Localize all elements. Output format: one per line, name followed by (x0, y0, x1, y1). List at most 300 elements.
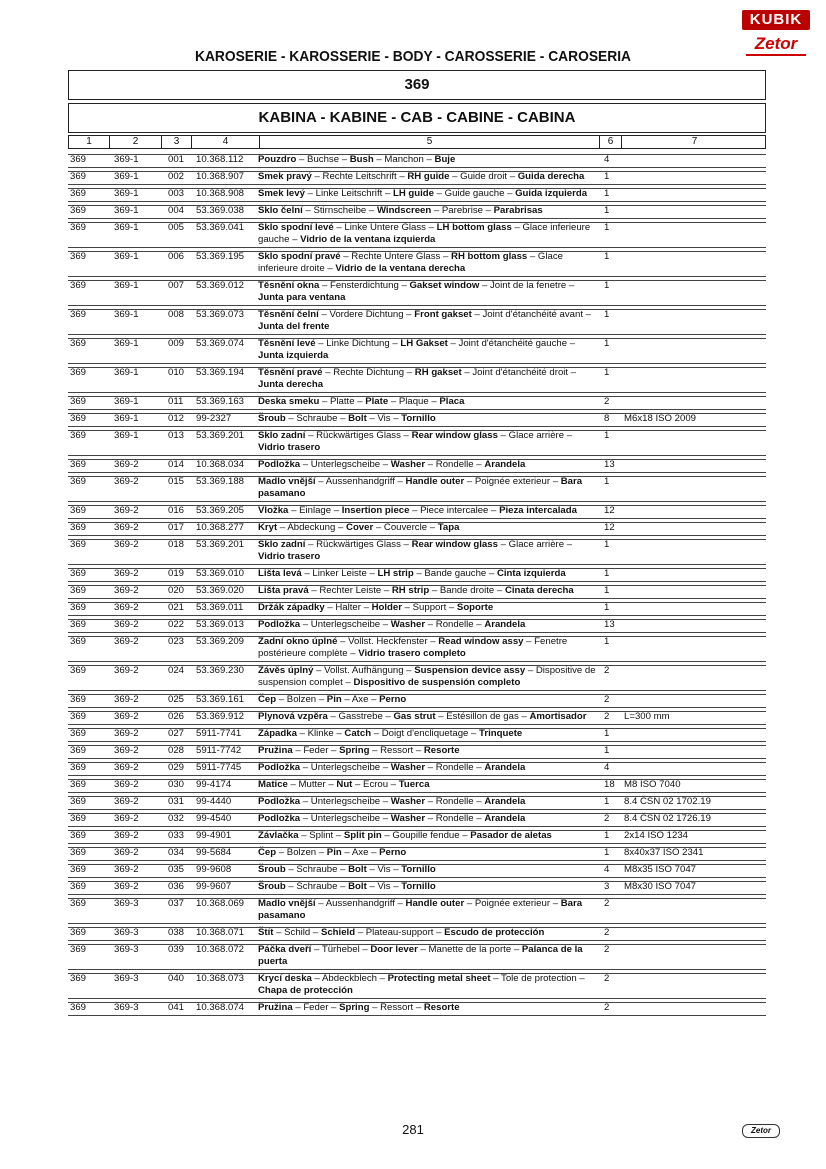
cell-c3: 012 (168, 413, 185, 424)
cell-description: Plynová vzpěra – Gasstrebe – Gas strut – Estésillon de gas – Amortisador (258, 711, 587, 722)
column-header-5: 5 (259, 136, 599, 148)
cell-c1: 369 (70, 813, 87, 824)
cell-c4: 53.369.074 (196, 338, 245, 349)
zetor-footer-logo: Zetor (742, 1124, 780, 1138)
cell-description: Čep – Bolzen – Pin – Axe – Perno (258, 847, 407, 858)
table-row (68, 505, 766, 522)
cell-c1: 369 (70, 585, 87, 596)
cell-q: 1 (604, 745, 610, 756)
cell-c3: 001 (168, 154, 185, 165)
table-row (68, 728, 766, 745)
column-header-2: 2 (109, 136, 161, 148)
cell-c2: 369-3 (114, 898, 139, 909)
cell-c4: 53.369.188 (196, 476, 245, 487)
table-row (68, 522, 766, 539)
cell-c1: 369 (70, 505, 87, 516)
cell-c4: 99-9608 (196, 864, 232, 875)
cell-c2: 369-2 (114, 847, 139, 858)
cell-q: 1 (604, 205, 610, 216)
cell-c4: 53.369.013 (196, 619, 245, 630)
cell-c1: 369 (70, 476, 87, 487)
cell-description: Závlačka – Splint – Split pin – Goupille fendue – Pasador de aletas (258, 830, 552, 841)
cell-c3: 033 (168, 830, 185, 841)
cell-c2: 369-2 (114, 476, 139, 487)
cell-description: Madlo vnější – Aussenhandgriff – Handle outer – Poignée exterieur – Bara pasamano (258, 898, 583, 921)
cell-c1: 369 (70, 413, 87, 424)
cell-q: 1 (604, 222, 610, 233)
cell-description: Držák západky – Halter – Holder – Support – Soporte (258, 602, 494, 613)
table-row (68, 636, 766, 665)
cell-c3: 003 (168, 188, 185, 199)
cell-q: 1 (604, 585, 610, 596)
cell-c1: 369 (70, 898, 87, 909)
cell-description: Madlo vnější – Aussenhandgriff – Handle outer – Poignée exterieur – Bara pasamano (258, 476, 583, 499)
cell-c3: 009 (168, 338, 185, 349)
cell-c1: 369 (70, 665, 87, 676)
cell-c3: 018 (168, 539, 185, 550)
table-row (68, 602, 766, 619)
cell-c3: 040 (168, 973, 185, 984)
cell-q: 1 (604, 430, 610, 441)
table-row (68, 280, 766, 309)
cell-c1: 369 (70, 881, 87, 892)
cell-c3: 015 (168, 476, 185, 487)
cell-c1: 369 (70, 694, 87, 705)
column-header-7: 7 (621, 136, 767, 148)
zetor-logo-text: Zetor (742, 34, 810, 56)
cell-q: 1 (604, 830, 610, 841)
cell-description: Lišta levá – Linker Leiste – LH strip – Bande gauche – Cinta izquierda (258, 568, 566, 579)
section-title: KAROSERIE - KAROSSERIE - BODY - CAROSSERIE - CAROSERIA (194, 48, 632, 65)
cell-description: Pouzdro – Buchse – Bush – Manchon – Buje (258, 154, 456, 165)
cell-c4: 53.369.163 (196, 396, 245, 407)
cell-c2: 369-2 (114, 568, 139, 579)
table-row (68, 762, 766, 779)
table-row (68, 898, 766, 927)
cell-description: Těsnění čelní – Vordere Dichtung – Front gakset – Joint d'étanchéité avant – Junta del frente (258, 309, 592, 332)
column-header-3: 3 (161, 136, 191, 148)
cell-c4: 10.368.277 (196, 522, 245, 533)
table-row (68, 309, 766, 338)
cell-q: 1 (604, 636, 610, 647)
cell-c1: 369 (70, 602, 87, 613)
cell-c3: 025 (168, 694, 185, 705)
table-row (68, 881, 766, 898)
table-row (68, 413, 766, 430)
cell-c1: 369 (70, 796, 87, 807)
cell-c3: 014 (168, 459, 185, 470)
cell-c3: 005 (168, 222, 185, 233)
cell-c4: 53.369.194 (196, 367, 245, 378)
cell-c1: 369 (70, 154, 87, 165)
cell-c1: 369 (70, 309, 87, 320)
cell-description: Krycí deska – Abdeckblech – Protecting metal sheet – Tole de protection – Chapa de protección (258, 973, 585, 996)
cell-description: Západka – Klinke – Catch – Doigt d'encliquetage – Trinquete (258, 728, 523, 739)
cell-c4: 99-4440 (196, 796, 232, 807)
cell-q: 2 (604, 665, 610, 676)
cell-description: Podložka – Unterlegscheibe – Washer – Rondelle – Arandela (258, 619, 526, 630)
table-row (68, 1002, 766, 1019)
cell-n: M8x30 ISO 7047 (624, 881, 696, 892)
cell-c1: 369 (70, 927, 87, 938)
cell-c1: 369 (70, 762, 87, 773)
cell-c3: 004 (168, 205, 185, 216)
cell-c4: 5911-7745 (196, 762, 242, 773)
cell-c4: 5911-7741 (196, 728, 242, 739)
cell-c2: 369-2 (114, 585, 139, 596)
cell-n: 8.4 ČSN 02 1702.19 (624, 796, 711, 807)
cell-q: 1 (604, 796, 610, 807)
cell-c3: 030 (168, 779, 185, 790)
cell-c3: 022 (168, 619, 185, 630)
cell-c1: 369 (70, 459, 87, 470)
cell-q: 13 (604, 459, 615, 470)
table-row (68, 813, 766, 830)
cell-q: 13 (604, 619, 615, 630)
cell-c4: 99-4174 (196, 779, 232, 790)
table-row (68, 188, 766, 205)
table-row (68, 338, 766, 367)
cell-c4: 53.369.020 (196, 585, 245, 596)
cell-c1: 369 (70, 367, 87, 378)
cell-c3: 019 (168, 568, 185, 579)
table-row (68, 585, 766, 602)
cell-q: 1 (604, 568, 610, 579)
cell-c1: 369 (70, 847, 87, 858)
cell-c2: 369-1 (114, 396, 139, 407)
cell-q: 3 (604, 881, 610, 892)
cell-c2: 369-2 (114, 864, 139, 875)
cell-c3: 006 (168, 251, 185, 262)
cell-c4: 53.369.201 (196, 430, 245, 441)
cell-c3: 041 (168, 1002, 185, 1013)
cell-q: 1 (604, 251, 610, 262)
cell-c3: 010 (168, 367, 185, 378)
group-number: 369 (68, 70, 766, 100)
cell-c2: 369-2 (114, 505, 139, 516)
table-row (68, 665, 766, 694)
cell-c4: 53.369.201 (196, 539, 245, 550)
cell-c4: 10.368.034 (196, 459, 245, 470)
cell-description: Kryt – Abdeckung – Cover – Couvercle – Tapa (258, 522, 460, 533)
cell-c3: 026 (168, 711, 185, 722)
cell-q: 1 (604, 309, 610, 320)
cell-c4: 53.369.912 (196, 711, 245, 722)
cell-c4: 5911-7742 (196, 745, 242, 756)
cell-c3: 008 (168, 309, 185, 320)
cell-c3: 011 (168, 396, 184, 407)
cell-q: 2 (604, 944, 610, 955)
cell-description: Sklo spodní levé – Linke Untere Glass – LH bottom glass – Glace inferieure gauche – Vidrio de la ventana izquierda (258, 222, 591, 245)
cell-description: Štít – Schild – Schield – Plateau-support – Escudo de protección (258, 927, 545, 938)
cell-c1: 369 (70, 1002, 87, 1013)
cell-c3: 024 (168, 665, 185, 676)
cell-n: M6x18 ISO 2009 (624, 413, 696, 424)
cell-q: 2 (604, 927, 610, 938)
cell-q: 2 (604, 694, 610, 705)
table-row (68, 396, 766, 413)
cell-c2: 369-1 (114, 251, 139, 262)
cell-description: Šroub – Schraube – Bolt – Vis – Tornillo (258, 864, 436, 875)
cell-description: Čep – Bolzen – Pin – Axe – Perno (258, 694, 407, 705)
cell-description: Podložka – Unterlegscheibe – Washer – Rondelle – Arandela (258, 813, 526, 824)
cell-description: Závěs úplný – Vollst. Aufhängung – Suspension device assy – Dispositive de suspension complet – Dispositivo de suspensión completo (258, 665, 596, 688)
table-row (68, 367, 766, 396)
cell-c4: 53.369.011 (196, 602, 244, 613)
cell-c2: 369-2 (114, 728, 139, 739)
cell-c4: 99-4540 (196, 813, 232, 824)
cell-c4: 53.369.010 (196, 568, 245, 579)
table-row (68, 154, 766, 171)
cell-c4: 53.369.205 (196, 505, 245, 516)
cell-q: 4 (604, 154, 610, 165)
cell-c3: 007 (168, 280, 185, 291)
cell-c2: 369-2 (114, 745, 139, 756)
cell-description: Pružina – Feder – Spring – Ressort – Resorte (258, 745, 460, 756)
cell-c1: 369 (70, 251, 87, 262)
cell-c4: 10.368.072 (196, 944, 245, 955)
cell-c4: 53.369.012 (196, 280, 245, 291)
cell-c2: 369-3 (114, 973, 139, 984)
cell-description: Deska smeku – Platte – Plate – Plaque – Placa (258, 396, 465, 407)
cell-q: 2 (604, 1002, 610, 1013)
cell-c3: 028 (168, 745, 185, 756)
cell-n: M8 ISO 7040 (624, 779, 681, 790)
cell-c4: 99-5684 (196, 847, 232, 858)
cell-c2: 369-2 (114, 694, 139, 705)
cell-c4: 10.368.069 (196, 898, 245, 909)
cell-c2: 369-2 (114, 522, 139, 533)
cell-c3: 039 (168, 944, 185, 955)
cell-c1: 369 (70, 539, 87, 550)
cell-c2: 369-1 (114, 367, 139, 378)
cell-n: L=300 mm (624, 711, 670, 722)
cell-c4: 53.369.041 (196, 222, 245, 233)
cell-c1: 369 (70, 396, 87, 407)
table-row (68, 973, 766, 1002)
cell-c1: 369 (70, 944, 87, 955)
cell-c2: 369-2 (114, 779, 139, 790)
table-row (68, 694, 766, 711)
cell-c2: 369-1 (114, 154, 139, 165)
cell-c1: 369 (70, 171, 87, 182)
cell-description: Smek levý – Linke Leitschrift – LH guide – Guide gauche – Guida izquierda (258, 188, 588, 199)
table-row (68, 711, 766, 728)
cell-c1: 369 (70, 728, 87, 739)
cell-q: 4 (604, 864, 610, 875)
cell-description: Matice – Mutter – Nut – Ecrou – Tuerca (258, 779, 430, 790)
cell-c2: 369-1 (114, 309, 139, 320)
column-header-1: 1 (86, 136, 92, 147)
cell-c4: 10.368.073 (196, 973, 245, 984)
column-header-6: 6 (599, 136, 621, 148)
page-number: 281 (402, 1122, 424, 1137)
cell-c1: 369 (70, 222, 87, 233)
cell-c1: 369 (70, 280, 87, 291)
table-row (68, 205, 766, 222)
cell-c4: 99-2327 (196, 413, 232, 424)
cell-c4: 53.369.209 (196, 636, 245, 647)
cell-q: 4 (604, 762, 610, 773)
cell-n: 8.4 ČSN 02 1726.19 (624, 813, 711, 824)
column-header-4: 4 (191, 136, 259, 148)
table-row (68, 251, 766, 280)
cell-c1: 369 (70, 711, 87, 722)
cell-q: 1 (604, 188, 610, 199)
cell-description: Šroub – Schraube – Bolt – Vis – Tornillo (258, 413, 436, 424)
table-row (68, 944, 766, 973)
cell-c2: 369-2 (114, 813, 139, 824)
cell-c1: 369 (70, 779, 87, 790)
cell-description: Pružina – Feder – Spring – Ressort – Resorte (258, 1002, 460, 1013)
cell-q: 18 (604, 779, 615, 790)
cell-c3: 034 (168, 847, 185, 858)
cell-c4: 99-4901 (196, 830, 232, 841)
cell-c3: 013 (168, 430, 185, 441)
table-row (68, 796, 766, 813)
cell-c1: 369 (70, 745, 87, 756)
cell-c2: 369-1 (114, 171, 139, 182)
cell-c2: 369-2 (114, 881, 139, 892)
cell-c2: 369-2 (114, 665, 139, 676)
cell-q: 1 (604, 602, 610, 613)
cell-q: 8 (604, 413, 610, 424)
cell-description: Lišta pravá – Rechter Leiste – RH strip – Bande droite – Cinata derecha (258, 585, 574, 596)
cell-q: 12 (604, 505, 615, 516)
cell-c2: 369-2 (114, 796, 139, 807)
cell-description: Sklo zadní – Rückwärtiges Glass – Rear window glass – Glace arrière – Vidrio trasero (258, 430, 573, 453)
cell-c3: 027 (168, 728, 185, 739)
cell-c2: 369-1 (114, 413, 139, 424)
cell-description: Sklo spodní pravé – Rechte Untere Glass – RH bottom glass – Glace inferieure droite – Vidrio de la ventana derecha (258, 251, 563, 274)
table-row (68, 476, 766, 505)
table-row (68, 864, 766, 881)
cell-c1: 369 (70, 205, 87, 216)
cell-c4: 10.368.908 (196, 188, 245, 199)
cell-c2: 369-2 (114, 711, 139, 722)
cell-q: 1 (604, 338, 610, 349)
cell-description: Smek pravý – Rechte Leitschrift – RH guide – Guide droit – Guida derecha (258, 171, 585, 182)
cell-c1: 369 (70, 568, 87, 579)
table-row (68, 459, 766, 476)
table-row (68, 779, 766, 796)
cell-c1: 369 (70, 619, 87, 630)
cell-c2: 369-2 (114, 602, 139, 613)
cell-c3: 023 (168, 636, 185, 647)
cell-description: Podložka – Unterlegscheibe – Washer – Rondelle – Arandela (258, 459, 526, 470)
cell-c2: 369-2 (114, 636, 139, 647)
cell-q: 2 (604, 898, 610, 909)
table-row (68, 847, 766, 864)
cell-c3: 016 (168, 505, 185, 516)
table-row (68, 927, 766, 944)
cell-c3: 037 (168, 898, 185, 909)
cell-c3: 031 (168, 796, 185, 807)
cell-c4: 10.368.071 (196, 927, 245, 938)
cell-c3: 021 (168, 602, 185, 613)
cell-description: Podložka – Unterlegscheibe – Washer – Rondelle – Arandela (258, 796, 526, 807)
cell-c4: 10.368.907 (196, 171, 245, 182)
cell-c2: 369-1 (114, 338, 139, 349)
cell-n: 8x40x37 ISO 2341 (624, 847, 704, 858)
cell-q: 1 (604, 476, 610, 487)
group-title: KABINA - KABINE - CAB - CABINE - CABINA (68, 103, 766, 133)
cell-c2: 369-3 (114, 944, 139, 955)
cell-q: 1 (604, 171, 610, 182)
table-row (68, 745, 766, 762)
cell-description: Těsnění pravé – Rechte Dichtung – RH gakset – Joint d'étanchéité droit – Junta derecha (258, 367, 577, 390)
cell-c2: 369-2 (114, 619, 139, 630)
table-row (68, 539, 766, 568)
table-row (68, 568, 766, 585)
cell-c4: 99-9607 (196, 881, 232, 892)
table-row (68, 830, 766, 847)
cell-description: Sklo zadní – Rückwärtiges Glass – Rear window glass – Glace arrière – Vidrio trasero (258, 539, 573, 562)
cell-q: 12 (604, 522, 615, 533)
cell-c1: 369 (70, 522, 87, 533)
cell-q: 1 (604, 539, 610, 550)
cell-c1: 369 (70, 830, 87, 841)
cell-description: Páčka dveří – Türhebel – Door lever – Manette de la porte – Palanca de la puerta (258, 944, 583, 967)
kubik-logo-text: KUBIK (742, 10, 810, 30)
cell-c3: 038 (168, 927, 185, 938)
cell-c4: 53.369.073 (196, 309, 245, 320)
cell-c3: 036 (168, 881, 185, 892)
cell-c3: 032 (168, 813, 185, 824)
cell-c4: 53.369.230 (196, 665, 245, 676)
cell-description: Vložka – Einlage – Insertion piece – Piece intercalee – Pieza intercalada (258, 505, 577, 516)
cell-c2: 369-2 (114, 762, 139, 773)
cell-c2: 369-1 (114, 280, 139, 291)
cell-q: 2 (604, 711, 610, 722)
cell-q: 2 (604, 813, 610, 824)
cell-description: Těsnění levé – Linke Dichtung – LH Gakset – Joint d'étanchéité gauche – Junta izquierda (258, 338, 576, 361)
cell-c2: 369-2 (114, 539, 139, 550)
cell-q: 2 (604, 396, 610, 407)
cell-c4: 53.369.195 (196, 251, 245, 262)
cell-c1: 369 (70, 864, 87, 875)
cell-c2: 369-3 (114, 927, 139, 938)
cell-c2: 369-1 (114, 430, 139, 441)
cell-c4: 53.369.038 (196, 205, 245, 216)
cell-c3: 017 (168, 522, 185, 533)
cell-q: 1 (604, 367, 610, 378)
cell-q: 1 (604, 728, 610, 739)
cell-c2: 369-1 (114, 205, 139, 216)
cell-c3: 029 (168, 762, 185, 773)
cell-description: Šroub – Schraube – Bolt – Vis – Tornillo (258, 881, 436, 892)
cell-c1: 369 (70, 430, 87, 441)
cell-c4: 53.369.161 (196, 694, 245, 705)
cell-c1: 369 (70, 188, 87, 199)
cell-c2: 369-2 (114, 830, 139, 841)
cell-c2: 369-2 (114, 459, 139, 470)
cell-n: M8x35 ISO 7047 (624, 864, 696, 875)
table-row (68, 222, 766, 251)
cell-description: Sklo čelní – Stirnscheibe – Windscreen – Parebrise – Parabrisas (258, 205, 543, 216)
cell-q: 1 (604, 280, 610, 291)
cell-c3: 020 (168, 585, 185, 596)
column-header (68, 135, 766, 149)
cell-q: 2 (604, 973, 610, 984)
table-row (68, 619, 766, 636)
cell-description: Zadní okno úplné – Vollst. Heckfenster – Read window assy – Fenetre postérieure complète – Vidrio trasero completo (258, 636, 568, 659)
cell-c1: 369 (70, 973, 87, 984)
cell-c3: 002 (168, 171, 185, 182)
cell-c1: 369 (70, 338, 87, 349)
cell-c2: 369-1 (114, 188, 139, 199)
cell-description: Těsnění okna – Fensterdichtung – Gakset window – Joint de la fenetre – Junta para ventana (258, 280, 575, 303)
